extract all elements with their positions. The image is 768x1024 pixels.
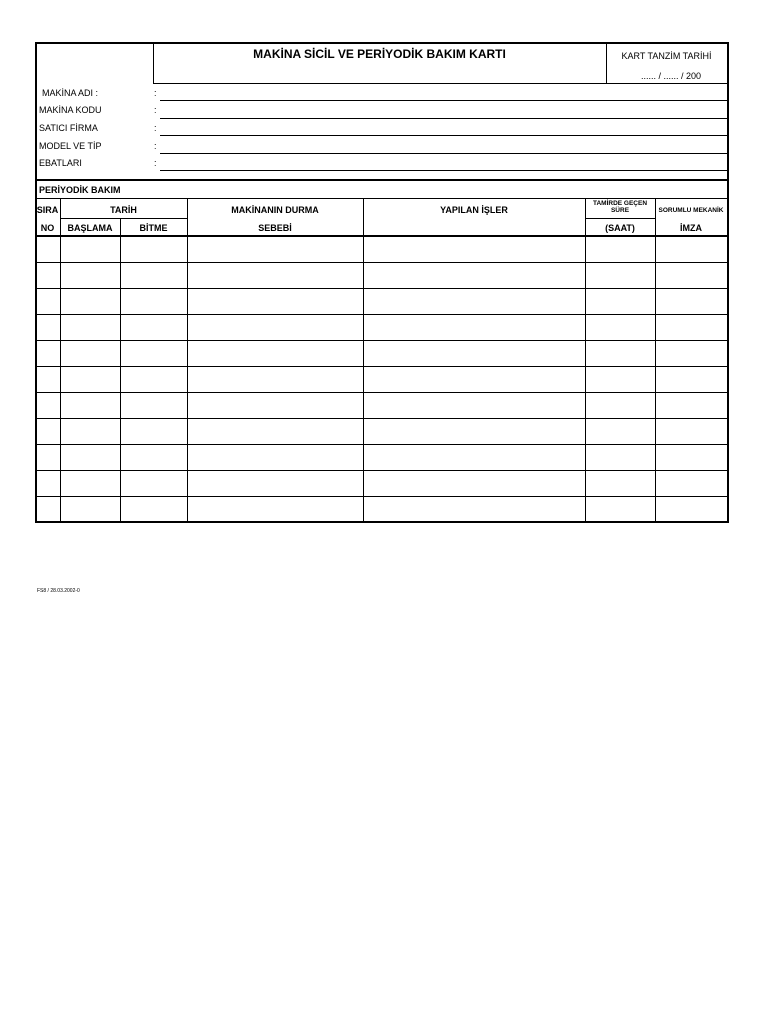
- col-header-sorumlu-mekanik: SORUMLU MEKANİK: [658, 207, 724, 214]
- col-divider-sira: [60, 198, 61, 522]
- table-row[interactable]: [35, 262, 729, 263]
- col-header-yapilan-isler: YAPILAN İŞLER: [440, 205, 508, 215]
- sure-subdivider: [585, 218, 655, 219]
- column-header-bottom: [35, 235, 729, 237]
- col-header-sure: SÜRE: [610, 207, 630, 214]
- col-header-tamirde-gecen: TAMİRDE GEÇEN: [592, 200, 648, 207]
- field-label-model-tip: MODEL VE TİP: [39, 141, 102, 151]
- field-line-satici-firma[interactable]: [160, 135, 728, 136]
- table-row[interactable]: [35, 392, 729, 393]
- date-label: KART TANZİM TARİHİ: [621, 51, 712, 61]
- col-header-tarih: TARİH: [110, 205, 137, 215]
- table-row[interactable]: [35, 366, 729, 367]
- col-header-imza: İMZA: [680, 223, 702, 233]
- field-colon: :: [154, 158, 157, 168]
- field-line-model-tip[interactable]: [160, 153, 728, 154]
- frame-right: [727, 42, 729, 523]
- date-box-divider: [606, 42, 607, 83]
- col-header-sira: SIRA: [36, 205, 59, 215]
- col-divider-baslama: [120, 218, 121, 522]
- col-header-baslama: BAŞLAMA: [67, 223, 113, 233]
- form-title: MAKİNA SİCİL VE PERİYODİK BAKIM KARTI: [253, 47, 506, 61]
- col-header-no: NO: [40, 223, 55, 233]
- col-divider-bitme: [187, 198, 188, 522]
- field-colon: :: [154, 141, 157, 151]
- col-header-bitme: BİTME: [139, 223, 168, 233]
- table-row[interactable]: [35, 496, 729, 497]
- table-row[interactable]: [35, 288, 729, 289]
- col-divider-durma: [363, 198, 364, 522]
- tarih-subdivider: [60, 218, 187, 219]
- field-colon: :: [154, 88, 157, 98]
- field-colon: :: [154, 123, 157, 133]
- date-value: ...... / ...... / 200: [641, 71, 702, 81]
- table-row[interactable]: [35, 418, 729, 419]
- field-label-makina-kodu: MAKİNA KODU: [39, 105, 102, 115]
- frame-top: [35, 42, 729, 44]
- form-code: FS8 / 28.03.2002-0: [37, 588, 80, 594]
- table-row[interactable]: [35, 340, 729, 341]
- col-divider-sure: [655, 198, 656, 522]
- field-label-ebatlari: EBATLARI: [39, 158, 82, 168]
- col-header-sebebi: SEBEBİ: [258, 223, 292, 233]
- table-row[interactable]: [35, 470, 729, 471]
- header-bottom-line: [153, 83, 728, 84]
- frame-left: [35, 42, 37, 523]
- field-line-makina-adi[interactable]: [160, 100, 728, 101]
- field-line-ebatlari[interactable]: [160, 170, 728, 171]
- column-header-top: [35, 198, 729, 199]
- section-title: PERİYODİK BAKIM: [39, 185, 121, 195]
- table-row[interactable]: [35, 314, 729, 315]
- frame-bottom: [35, 521, 729, 523]
- field-line-makina-kodu[interactable]: [160, 118, 728, 119]
- col-divider-isler: [585, 198, 586, 522]
- col-header-saat: (SAAT): [605, 223, 635, 233]
- field-label-satici-firma: SATICI FİRMA: [39, 123, 98, 133]
- col-header-durma: MAKİNANIN DURMA: [231, 205, 319, 215]
- field-colon: :: [154, 105, 157, 115]
- table-row[interactable]: [35, 444, 729, 445]
- field-label-makina-adi: MAKİNA ADI :: [42, 88, 99, 98]
- section-divider: [35, 179, 729, 181]
